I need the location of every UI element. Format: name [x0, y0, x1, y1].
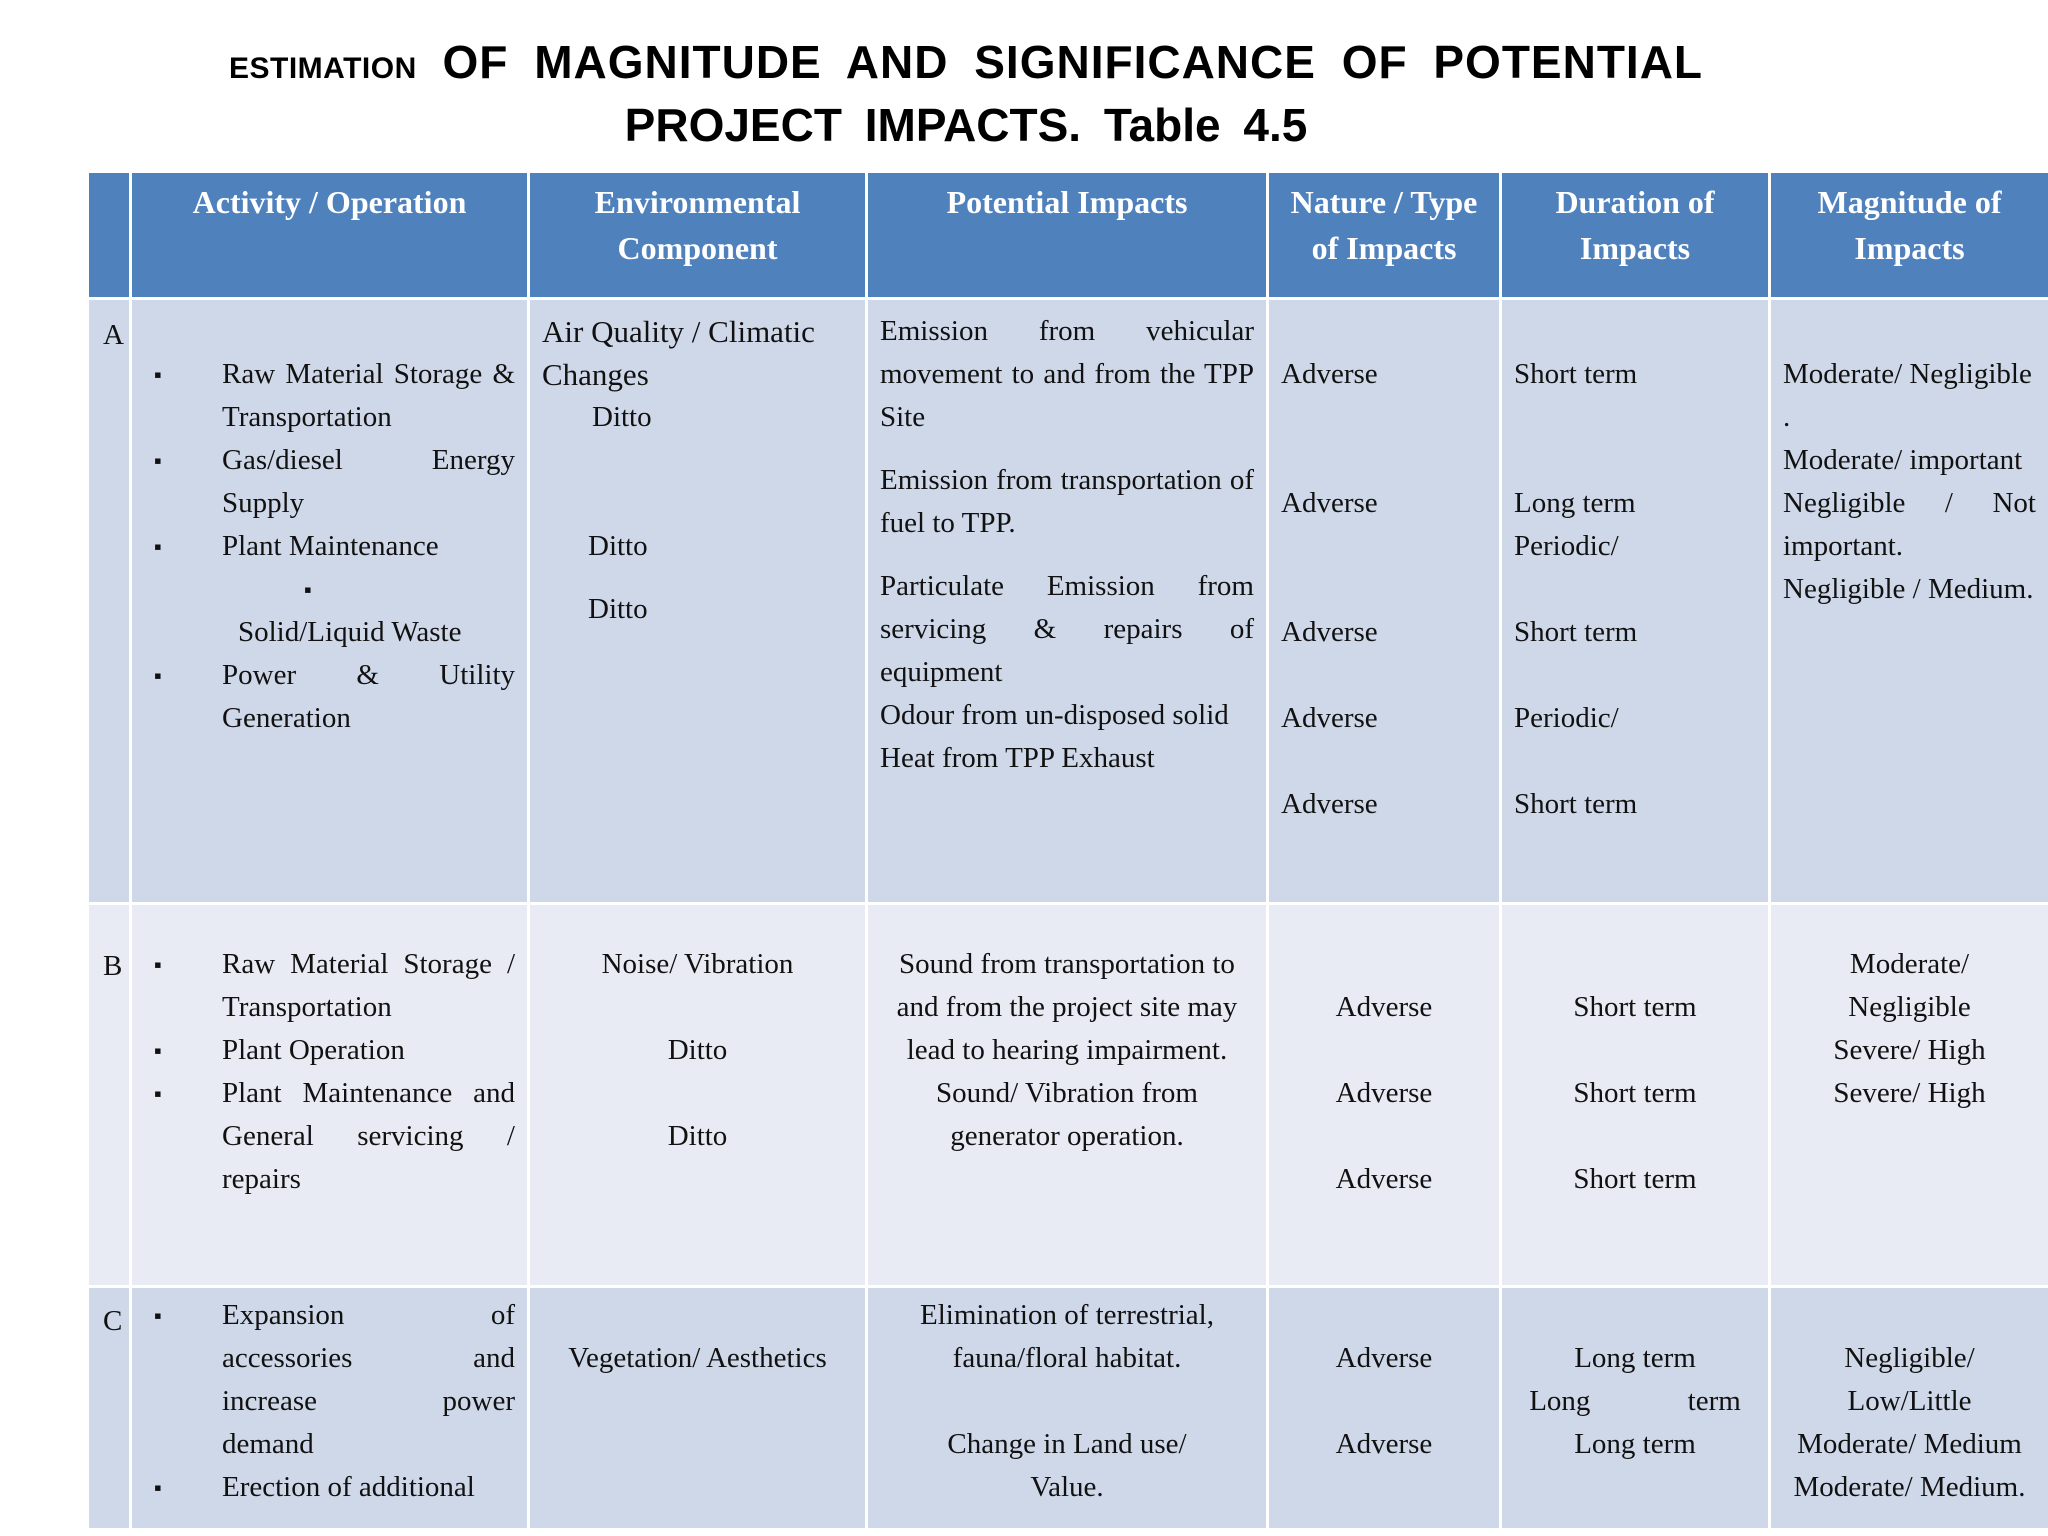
row-letter: C — [89, 1288, 129, 1528]
duration-cell — [1502, 905, 1768, 1285]
nature-item: Adverse — [1281, 358, 1378, 390]
header-activity: Activity / Operation — [132, 173, 527, 297]
magnitude-item: Moderate/ Medium — [1797, 1428, 2022, 1460]
nature-cell — [1269, 300, 1499, 902]
impacts-cell — [868, 1288, 1266, 1528]
activity-item: ▪ Plant Maintenance — [144, 525, 515, 568]
nature-item: Adverse — [1281, 616, 1378, 648]
impacts-cell — [868, 300, 1266, 902]
duration-item: Periodic/ — [1514, 530, 1619, 562]
component-cell — [530, 300, 865, 902]
duration-item: Long term — [1574, 1428, 1696, 1460]
component-item: Ditto — [667, 1034, 728, 1066]
nature-item: Adverse — [1281, 788, 1378, 820]
impact-item: Emission from vehicular movement to and from the TPP Site — [880, 315, 1254, 433]
activity-bullet-mark: ▪ — [304, 577, 312, 602]
activity-item: ▪ Power & Utility Generation — [144, 654, 515, 740]
table-row — [89, 905, 2048, 1285]
nature-item: Adverse — [1281, 487, 1378, 519]
header-magnitude: Magnitude of Impacts — [1771, 173, 2048, 297]
duration-item: Short term — [1573, 991, 1697, 1023]
component-item: Air Quality / Climatic Changes — [542, 314, 815, 392]
impact-item: Odour from un-disposed solid — [880, 699, 1229, 731]
header-component: Environmental Component — [530, 173, 865, 297]
row-letter: A — [89, 300, 129, 902]
impact-item: Sound/ Vibration from generator operation. — [936, 1077, 1198, 1152]
duration-item: Short term — [1514, 788, 1638, 820]
component-item: Ditto — [667, 1120, 728, 1152]
impact-item: Heat from TPP Exhaust — [880, 742, 1155, 774]
activity-cell — [132, 300, 527, 902]
activity-item: ▪ Raw Material Storage / Transportation — [144, 943, 515, 1029]
magnitude-item: . — [1783, 401, 1791, 433]
nature-item: Adverse — [1281, 702, 1378, 734]
component-item: Ditto — [592, 401, 652, 433]
header-duration: Duration of Impacts — [1502, 173, 1768, 297]
component-item: Vegetation/ Aesthetics — [568, 1342, 827, 1374]
magnitude-item: Moderate/ Negligible — [1783, 358, 2032, 390]
duration-item: Short term — [1573, 1163, 1697, 1195]
header-nature: Nature / Type of Impacts — [1269, 173, 1499, 297]
component-item: Ditto — [588, 530, 648, 562]
magnitude-item: Severe/ High — [1833, 1034, 1986, 1066]
magnitude-item: Moderate/ important — [1783, 444, 2023, 476]
component-cell — [530, 1288, 865, 1528]
title-line-2: PROJECT IMPACTS. Table 4.5 — [624, 99, 1308, 151]
impact-item: Particulate Emission from servicing & repairs of equipment — [880, 570, 1254, 688]
duration-item: Long term — [1529, 1385, 1741, 1417]
activity-cell — [132, 905, 527, 1285]
duration-item: Short term — [1573, 1077, 1697, 1109]
impacts-cell — [868, 905, 1266, 1285]
activity-item: ▪ Plant Operation — [144, 1029, 515, 1072]
magnitude-item: Negligible / Not important. — [1783, 487, 2036, 562]
duration-cell — [1502, 1288, 1768, 1528]
nature-item: Adverse — [1335, 991, 1433, 1023]
component-item: Noise/ Vibration — [601, 948, 794, 980]
duration-item: Long term — [1574, 1342, 1696, 1374]
magnitude-cell — [1771, 905, 2048, 1285]
impact-item: Elimination of terrestrial, fauna/floral habitat. — [920, 1299, 1214, 1374]
component-item: Ditto — [588, 593, 648, 625]
magnitude-item: Negligible/ Low/Little — [1844, 1342, 1975, 1417]
magnitude-item: Moderate/ Negligible — [1848, 948, 1971, 1023]
header-impacts: Potential Impacts — [868, 173, 1266, 297]
row-letter: B — [89, 905, 129, 1285]
activity-item: Solid/Liquid Waste — [238, 616, 462, 648]
activity-item: ▪ Raw Material Storage & Transportation — [144, 353, 515, 439]
impact-item: Sound from transportation to and from the project site may lead to hearing impairment. — [896, 948, 1238, 1066]
title-line-1 — [0, 34, 1932, 97]
magnitude-item: Moderate/ Medium. — [1793, 1471, 2026, 1503]
activity-item: ▪ Expansion of accessories and increase power demand — [144, 1294, 515, 1466]
impact-item: Change in Land use/ Value. — [947, 1428, 1187, 1503]
duration-item: Long term — [1514, 487, 1636, 519]
duration-item: Periodic/ — [1514, 702, 1619, 734]
header-index — [89, 173, 129, 297]
impacts-table — [86, 170, 2048, 1531]
title-prefix: ESTIMATION — [228, 52, 417, 85]
magnitude-item: Negligible / Medium. — [1783, 573, 2034, 605]
magnitude-item: Severe/ High — [1833, 1077, 1986, 1109]
table-row — [89, 300, 2048, 902]
nature-item: Adverse — [1335, 1163, 1433, 1195]
duration-item: Short term — [1514, 616, 1638, 648]
page-title — [0, 34, 1932, 153]
activity-item: ▪ Plant Maintenance and General servicing / repairs — [144, 1072, 515, 1201]
nature-cell — [1269, 905, 1499, 1285]
title-line-1-rest: OF MAGNITUDE AND SIGNIFICANCE OF POTENTIAL — [442, 36, 1704, 88]
nature-item: Adverse — [1335, 1077, 1433, 1109]
activity-item: ▪ Gas/diesel Energy Supply — [144, 439, 515, 525]
component-cell — [530, 905, 865, 1285]
nature-cell — [1269, 1288, 1499, 1528]
duration-item: Short term — [1514, 358, 1638, 390]
impact-item: Emission from transportation of fuel to TPP. — [880, 464, 1254, 539]
magnitude-cell — [1771, 300, 2048, 902]
duration-cell — [1502, 300, 1768, 902]
header-row — [89, 173, 2048, 297]
table-row — [89, 1288, 2048, 1528]
activity-item: ▪ Erection of additional — [144, 1466, 515, 1509]
activity-cell — [132, 1288, 527, 1528]
nature-item: Adverse — [1335, 1428, 1433, 1460]
magnitude-cell — [1771, 1288, 2048, 1528]
nature-item: Adverse — [1335, 1342, 1433, 1374]
